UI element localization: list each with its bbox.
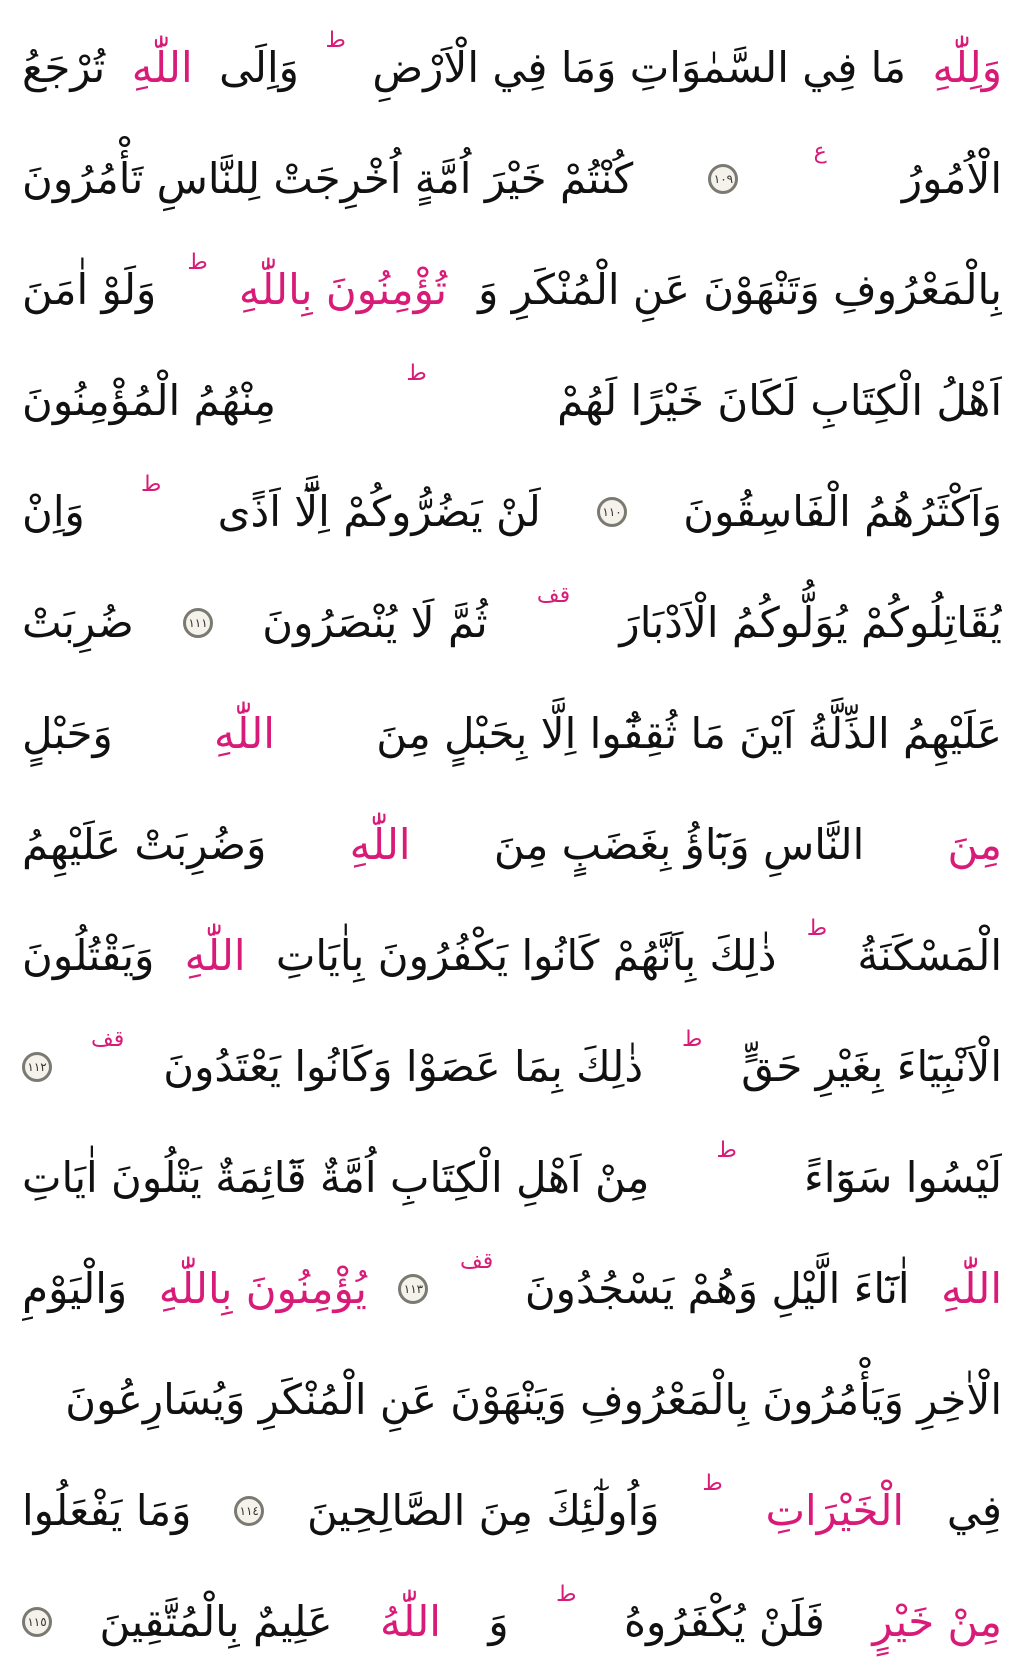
text-line [22,1455,1002,1566]
verse-text: وَ [488,1597,509,1646]
text-line [22,1122,1002,1233]
ayah-number-marker: ١١٥ [22,1607,52,1637]
highlighted-text: وَلِلّٰهِ [932,43,1002,92]
ayah-number-marker: ١٠٩ [708,164,738,194]
verse-text: ثُمَّ لَا يُنْصَرُونَ [262,598,488,647]
verse-text: الْاُمُورُ [901,154,1002,203]
verse-text: وَالْيَوْمِ [22,1264,128,1313]
verse-text: كُنْتُمْ خَيْرَ اُمَّةٍ اُخْرِجَتْ لِلنَّاسِ تَأْمُرُونَ [22,154,634,203]
verse-text: الْاَنْبِيَٓاءَ بِغَيْرِ حَقٍّ [741,1042,1002,1091]
ayah-number-marker: ١١٠ [597,497,627,527]
text-line [22,789,1002,900]
text-line [22,1011,1002,1122]
pause-mark: ط [702,1471,723,1496]
verse-text: وَاُولٰٓئِكَ مِنَ الصَّالِحِينَ [307,1486,660,1535]
verse-text: بِالْمَعْرُوفِ وَتَنْهَوْنَ عَنِ الْمُنْكَرِ وَ [478,265,1002,314]
text-line [22,123,1002,234]
highlighted-text: اللّٰهِ [184,931,246,980]
verse-text: فِي [946,1486,1002,1535]
text-line [22,456,1002,567]
pause-mark: ط [556,1582,577,1607]
pause-mark: قف [536,583,571,608]
text-line [22,1233,1002,1344]
verse-text: اٰنَٓاءَ الَّيْلِ وَهُمْ يَسْجُدُونَ [524,1264,910,1313]
verse-text: عَلِيمٌ بِالْمُتَّقِينَ [99,1597,333,1646]
highlighted-text: الْخَيْرَاتِ [765,1486,905,1535]
highlighted-text: اللّٰهِ [214,709,275,758]
verse-text: وَلَوْ اٰمَنَ [22,265,157,314]
pause-mark: ط [682,1027,703,1052]
verse-text: عَلَيْهِمُ الذِّلَّةُ اَيْنَ مَا ثُقِفُٓوا اِلَّا بِحَبْلٍ مِنَ [376,709,1002,758]
verse-text: لَنْ يَضُرُّوكُمْ اِلَّٓا اَذًى [217,487,541,536]
text-line [22,1566,1002,1677]
pause-mark: قف [459,1249,494,1274]
highlighted-text: مِنَ [947,820,1002,869]
verse-text: فَلَنْ يُكْفَرُوهُ [623,1597,825,1646]
verse-text: وَاِلَى [219,43,299,92]
highlighted-text: مِنْ خَيْرٍ [872,1597,1002,1646]
ayah-number-marker: ١١٤ [234,1496,264,1526]
highlighted-text: يُؤْمِنُونَ بِاللّٰهِ [158,1264,367,1313]
text-line [22,1344,1002,1455]
verse-text: مَا فِي السَّمٰوَاتِ وَمَا فِي الْاَرْضِ [372,43,906,92]
verse-text: ذٰلِكَ بِاَنَّهُمْ كَانُوا يَكْفُرُونَ بِاٰيَاتِ [275,931,777,980]
highlighted-text: اللّٰهِ [131,43,193,92]
verse-text: النَّاسِ وَبَٓاؤُ بِغَضَبٍ مِنَ [493,820,865,869]
text-line [22,345,1002,456]
text-line [22,567,1002,678]
ayah-number-marker: ١١٢ [22,1052,52,1082]
verse-text: وَيَقْتُلُونَ [22,931,155,980]
pause-mark: ط [187,250,208,275]
verse-text: مِنْهُمُ الْمُؤْمِنُونَ [22,376,276,425]
pause-mark: ع [813,139,827,164]
verse-text: وَاَكْثَرُهُمُ الْفَاسِقُونَ [683,487,1002,536]
verse-text: وَحَبْلٍ [22,709,113,758]
pause-mark: ط [716,1138,737,1163]
pause-mark: ط [141,472,162,497]
ayah-number-marker: ١١١ [183,608,213,638]
verse-text: ذٰلِكَ بِمَا عَصَوْا وَكَانُوا يَعْتَدُونَ [163,1042,644,1091]
text-line [22,678,1002,789]
verse-text: مِنْ اَهْلِ الْكِتَابِ اُمَّةٌ قَٓائِمَةٌ يَتْلُونَ اٰيَاتِ [22,1153,650,1202]
verse-text: وَمَا يَفْعَلُوا [22,1486,192,1535]
verse-text: لَيْسُوا سَوَٓاءً [804,1153,1002,1202]
pause-mark: ط [806,916,828,941]
pause-mark: قف [90,1027,125,1052]
text-line [22,900,1002,1011]
verse-text: ضُرِبَتْ [22,598,134,647]
verse-text: تُرْجَعُ [22,43,106,92]
text-line [22,234,1002,345]
highlighted-text: اللّٰهُ [380,1597,441,1646]
verse-text: الْاٰخِرِ وَيَأْمُرُونَ بِالْمَعْرُوفِ وَيَنْهَوْنَ عَنِ الْمُنْكَرِ وَيُسَارِعُونَ [65,1375,1002,1424]
ayah-number-marker: ١١٣ [398,1274,428,1304]
verse-text: اَهْلُ الْكِتَابِ لَكَانَ خَيْرًا لَهُمْ [557,376,1002,425]
highlighted-text: اللّٰهِ [941,1264,1002,1313]
verse-text: وَاِنْ [22,487,85,536]
text-line [22,12,1002,123]
pause-mark: ط [325,28,346,53]
pause-mark: ط [406,361,427,386]
highlighted-text: تُؤْمِنُونَ بِاللّٰهِ [238,265,448,314]
verse-text: وَضُرِبَتْ عَلَيْهِمُ [22,820,267,869]
verse-text: يُقَاتِلُوكُمْ يُوَلُّوكُمُ الْاَدْبَارَ [619,598,1002,647]
verse-text: الْمَسْكَنَةُ [857,931,1002,980]
highlighted-text: اللّٰهِ [349,820,411,869]
